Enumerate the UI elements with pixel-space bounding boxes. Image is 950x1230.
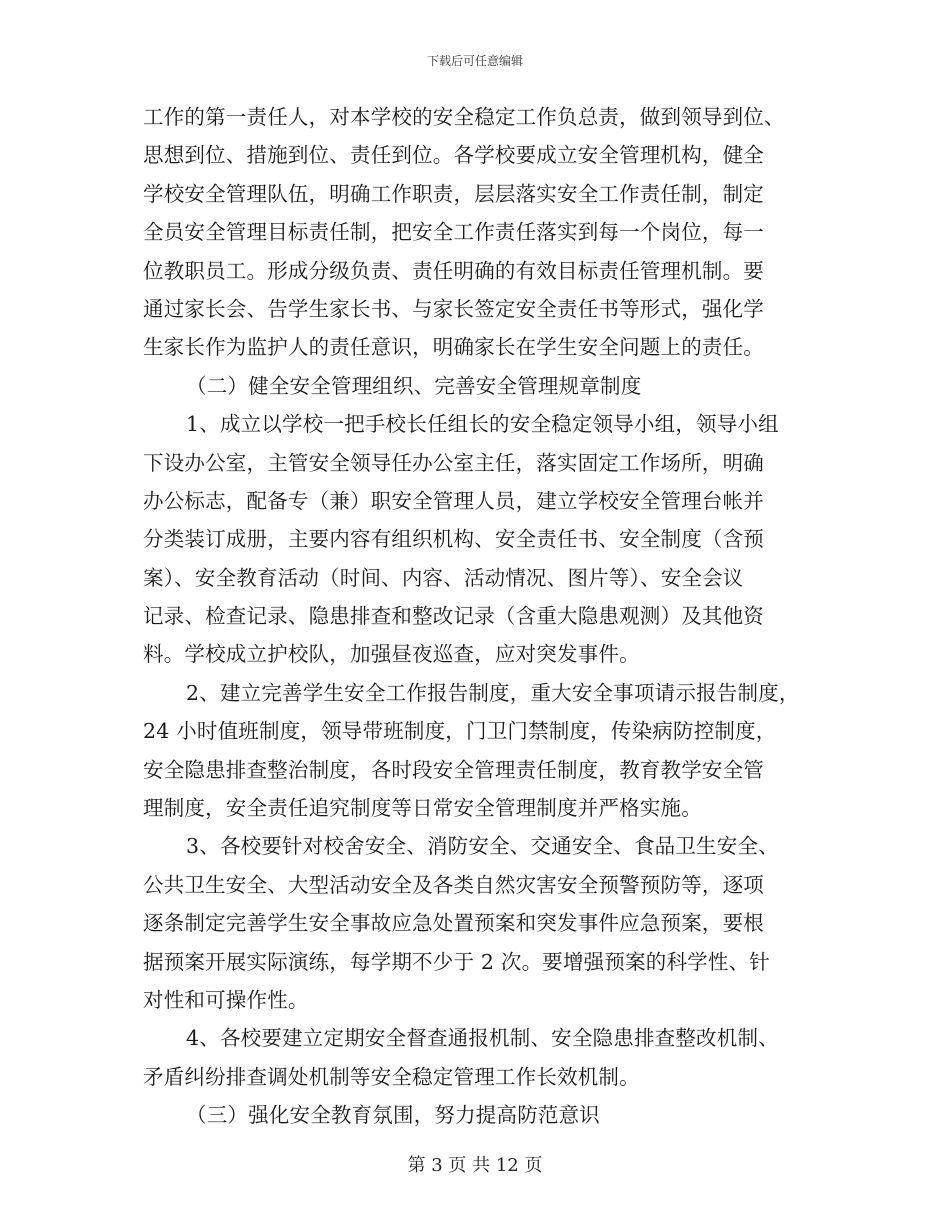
paragraph-line: 据预案开展实际演练，每学期不少于 2 次。要增强预案的科学性、针: [143, 949, 770, 974]
section-heading: （三）强化安全教育氛围，努力提高防范意识: [186, 1103, 600, 1128]
page-header: 下载后可任意编辑: [426, 54, 523, 68]
paragraph-line: 分类装订成册，主要内容有组织机构、安全责任书、安全制度（含预: [143, 527, 764, 552]
paragraph-line: 矛盾纠纷排查调处机制等安全稳定管理工作长效机制。: [143, 1064, 640, 1089]
paragraph-line: 位教职员工。形成分级负责、责任明确的有效目标责任管理机制。要: [143, 258, 764, 283]
paragraph-line: 24 小时值班制度，领导带班制度，门卫门禁制度，传染病防控制度，: [143, 719, 777, 744]
paragraph-line: 1、成立以学校一把手校长任组长的安全稳定领导小组，领导小组: [186, 412, 779, 437]
paragraph-line: 对性和可操作性。: [143, 987, 309, 1012]
paragraph-line: 2、建立完善学生安全工作报告制度，重大安全事项请示报告制度，: [186, 680, 800, 705]
paragraph-line: 理制度，安全责任追究制度等日常安全管理制度并严格实施。: [143, 796, 702, 821]
paragraph-line: 公共卫生安全、大型活动安全及各类自然灾害安全预警预防等，逐项: [143, 872, 764, 897]
paragraph-line: 工作的第一责任人，对本学校的安全稳定工作负总责，做到领导到位、: [143, 105, 785, 129]
paragraph-line: 记录、检查记录、隐患排查和整改记录（含重大隐患观测）及其他资: [143, 604, 764, 629]
document-body: [143, 98, 823, 1135]
paragraph-line: 安全隐患排查整治制度，各时段安全管理责任制度，教育教学安全管: [143, 757, 764, 782]
paragraph-line: 通过家长会、告学生家长书、与家长签定安全责任书等形式，强化学: [143, 296, 764, 321]
section-heading: （二）健全安全管理组织、完善安全管理规章制度: [186, 373, 642, 398]
paragraph-line: 逐条制定完善学生安全事故应急处置预案和突发事件应急预案，要根: [143, 911, 764, 936]
paragraph-line: 生家长作为监护人的责任意识，明确家长在学生安全问题上的责任。: [143, 335, 764, 360]
paragraph-line: 料。学校成立护校队，加强昼夜巡查，应对突发事件。: [143, 642, 640, 667]
paragraph-line: 学校安全管理队伍，明确工作职责，层层落实安全工作责任制，制定: [143, 181, 764, 206]
paragraph-line: 办公标志，配备专（兼）职安全管理人员，建立学校安全管理台帐并: [143, 488, 764, 513]
paragraph-line: 下设办公室，主管安全领导任办公室主任，落实固定工作场所，明确: [143, 450, 764, 475]
paragraph-line: 全员安全管理目标责任制，把安全工作责任落实到每一个岗位，每一: [143, 220, 764, 245]
paragraph-line: 思想到位、措施到位、责任到位。各学校要成立安全管理机构，健全: [143, 143, 764, 168]
paragraph-line: 案）、安全教育活动（时间、内容、活动情况、图片等）、安全会议: [143, 565, 744, 590]
page-footer: 第 3 页 共 12 页: [407, 1155, 543, 1176]
paragraph-line: 3、各校要针对校舍安全、消防安全、交通安全、食品卫生安全、: [186, 834, 779, 859]
paragraph-line: 4、各校要建立定期安全督查通报机制、安全隐患排查整改机制、: [186, 1026, 779, 1051]
